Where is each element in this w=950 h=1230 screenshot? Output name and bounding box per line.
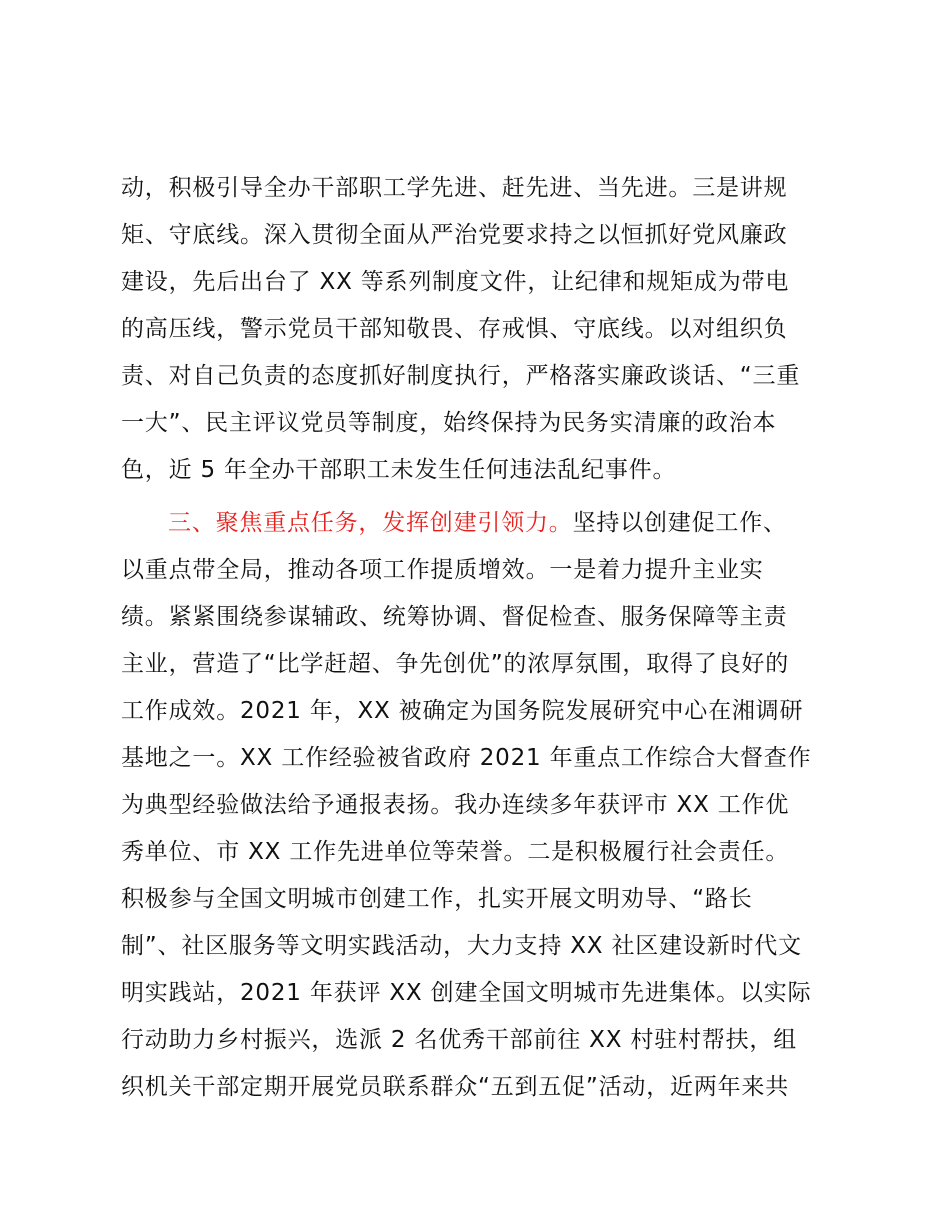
paragraph-2-line: 制”、社区服务等文明实践活动，大力支持 XX 社区建设新时代文: [121, 933, 802, 959]
paragraph-2-first-line-text: 坚持以创建促工作、: [572, 510, 787, 536]
paragraph-2-line: 绩。紧紧围绕参谋辅政、统筹协调、督促检查、服务保障等主责: [121, 604, 788, 630]
section-heading: 三、聚焦重点任务，发挥创建引领力。: [168, 510, 573, 536]
paragraph-2-line: 工作成效。2021 年，XX 被确定为国务院发展研究中心在湘调研: [121, 698, 804, 724]
paragraph-2-line: 织机关干部定期开展党员联系群众“五到五促”活动，近两年来共: [121, 1074, 790, 1100]
paragraph-1-line: 矩、守底线。深入贯彻全面从严治党要求持之以恒抓好党风廉政: [121, 222, 788, 248]
paragraph-1-line: 建设，先后出台了 XX 等系列制度文件，让纪律和规矩成为带电: [121, 269, 790, 295]
paragraph-2-line: 基地之一。XX 工作经验被省政府 2021 年重点工作综合大督查作: [121, 745, 812, 771]
paragraph-1-line: 责、对自己负责的态度抓好制度执行，严格落实廉政谈话、“三重: [121, 363, 801, 389]
paragraph-2-line: 行动助力乡村振兴，选派 2 名优秀干部前往 XX 村驻村帮扶，组: [121, 1027, 797, 1053]
paragraph-2-line: 积极参与全国文明城市创建工作，扎实开展文明劝导、“路长: [121, 886, 753, 912]
paragraph-1-line: 动，积极引导全办干部职工学先进、赶先进、当先进。三是讲规: [121, 175, 788, 201]
paragraph-2-line: 以重点带全局，推动各项工作提质增效。一是着力提升主业实: [121, 557, 764, 583]
paragraph-1-line: 色，近 5 年全办干部职工未发生任何违法乱纪事件。: [121, 457, 677, 483]
paragraph-2-line: 秀单位、市 XX 工作先进单位等荣誉。二是积极履行社会责任。: [121, 839, 790, 865]
paragraph-2-line: 为典型经验做法给予通报表扬。我办连续多年获评市 XX 工作优: [121, 792, 790, 818]
paragraph-1-line: 一大”、民主评议党员等制度，始终保持为民务实清廉的政治本: [121, 410, 777, 436]
paragraph-1-line: 的高压线，警示党员干部知敬畏、存戒惧、守底线。以对组织负: [121, 316, 788, 342]
paragraph-2-line: 明实践站，2021 年获评 XX 创建全国文明城市先进集体。以实际: [121, 980, 812, 1006]
paragraph-2-first-line: [168, 508, 787, 538]
paragraph-2-line: 主业，营造了“比学赶超、争先创优”的浓厚氛围，取得了良好的: [121, 651, 790, 677]
